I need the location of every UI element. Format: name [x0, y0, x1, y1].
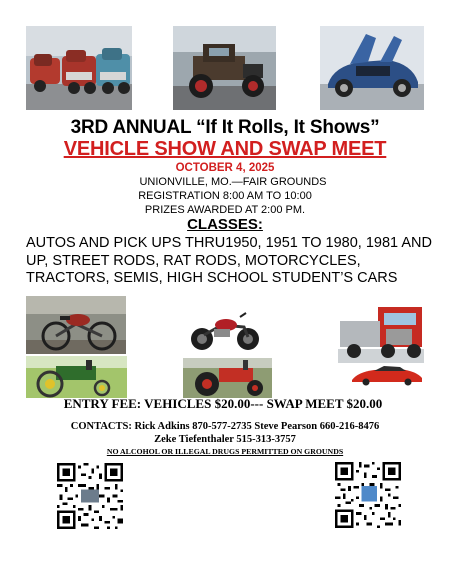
contacts-line-1: CONTACTS: Rick Adkins 870-577-2735 Steve Pearson 660-216-8476 [70, 421, 380, 432]
green-tractor-photo [26, 356, 127, 398]
cruiser-motorcycle-photo [186, 305, 264, 353]
entry-fee: ENTRY FEE: VEHICLES $20.00--- SWAP MEET $20.00 [63, 396, 383, 411]
event-title: 3RD ANNUAL “If It Rolls, It Shows” [70, 117, 380, 138]
qr-code-left[interactable] [57, 463, 123, 529]
contacts-line-2: Zeke Tiefenthaler 515-313-3757 [154, 434, 296, 445]
rat-rod-photo [173, 26, 276, 110]
classes-heading: CLASSES: [187, 216, 263, 233]
vintage-motorcycle-photo [26, 296, 126, 354]
sports-car-photo [320, 26, 424, 110]
registration-time: REGISTRATION 8:00 AM TO 10:00 [138, 190, 312, 202]
event-date: OCTOBER 4, 2025 [175, 162, 275, 174]
semi-truck-photo [338, 301, 424, 363]
red-tractor-photo [183, 358, 272, 398]
notice: NO ALCOHOL OR ILLEGAL DRUGS PERMITTED ON GROUNDS [106, 447, 344, 456]
prizes-time: PRIZES AWARDED AT 2:00 PM. [144, 204, 306, 216]
classic-trucks-photo [26, 26, 132, 110]
event-subtitle: VEHICLE SHOW AND SWAP MEET [63, 138, 387, 160]
event-location: UNIONVILLE, MO.—FAIR GROUNDS [139, 176, 327, 188]
red-sports-car-photo [348, 364, 424, 386]
qr-code-right[interactable] [335, 462, 401, 528]
classes-list: AUTOS AND PICK UPS THRU1950, 1951 TO 1980, 1981 AND UP, STREET RODS, RAT RODS, MOTORCYCLES, TRACTORS, SEMIS, HIGH SCHOOL STUDENT’S CARS [26, 235, 432, 286]
